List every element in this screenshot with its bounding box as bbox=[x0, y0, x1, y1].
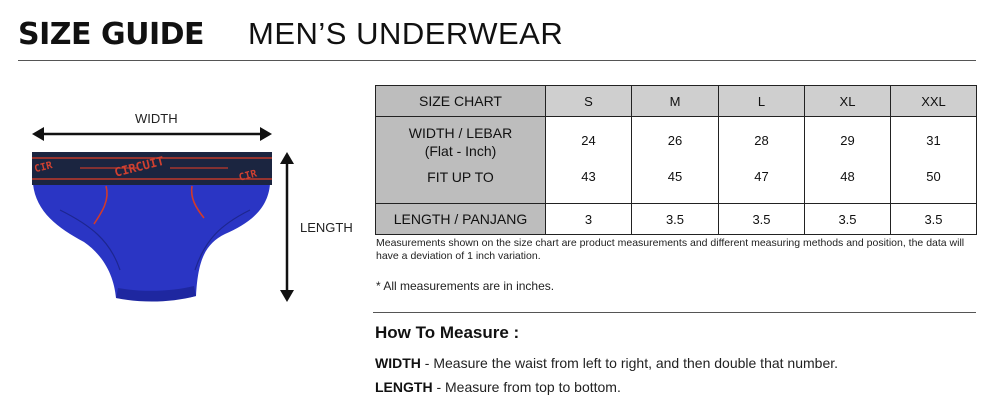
size-header-m: M bbox=[632, 86, 719, 117]
size-chart-header: SIZE CHART bbox=[376, 86, 546, 117]
table-row-fit bbox=[376, 163, 977, 204]
width-description: - Measure the waist from left to right, and then double that number. bbox=[420, 355, 839, 371]
length-row-label: LENGTH / PANJANG bbox=[376, 204, 546, 235]
page-header bbox=[18, 14, 563, 54]
fit-value-l: 47 bbox=[719, 163, 805, 204]
length-term: LENGTH bbox=[375, 379, 433, 395]
table-row-length bbox=[376, 204, 977, 235]
fit-value-s: 43 bbox=[546, 163, 632, 204]
width-value-s: 24 bbox=[546, 117, 632, 164]
size-header-xl: XL bbox=[805, 86, 891, 117]
length-value-l: 3.5 bbox=[719, 204, 805, 235]
width-value-l: 28 bbox=[719, 117, 805, 164]
fit-value-xxl: 50 bbox=[891, 163, 977, 204]
size-header-xxl: XXL bbox=[891, 86, 977, 117]
width-row-subtitle: (Flat - Inch) bbox=[424, 143, 497, 159]
waistband-logo-text: CIRCUIT bbox=[113, 153, 166, 180]
how-to-measure-heading: How To Measure : bbox=[375, 323, 520, 342]
length-value-xl: 3.5 bbox=[805, 204, 891, 235]
header-divider bbox=[18, 60, 976, 61]
width-row-label bbox=[376, 117, 546, 164]
width-instruction bbox=[375, 355, 838, 371]
length-value-m: 3.5 bbox=[632, 204, 719, 235]
length-description: - Measure from top to bottom. bbox=[432, 379, 621, 395]
length-arrow-icon bbox=[280, 152, 294, 302]
width-arrow-icon bbox=[32, 127, 272, 141]
length-value-xxl: 3.5 bbox=[891, 204, 977, 235]
width-label: WIDTH bbox=[135, 111, 178, 126]
table-row-width bbox=[376, 117, 977, 164]
inches-note: * All measurements are in inches. bbox=[376, 279, 555, 293]
measurement-note: Measurements shown on the size chart are product measurements and different measuring methods and position, the data will have a deviation of 1 inch variation. bbox=[376, 237, 965, 262]
width-value-xxl: 31 bbox=[891, 117, 977, 164]
size-chart-table bbox=[375, 85, 977, 235]
svg-text:CIR: CIR bbox=[33, 160, 54, 176]
underwear-illustration bbox=[20, 100, 360, 310]
size-header-l: L bbox=[719, 86, 805, 117]
fit-row-label: FIT UP TO bbox=[376, 163, 546, 204]
width-value-m: 26 bbox=[632, 117, 719, 164]
section-divider bbox=[373, 312, 976, 313]
width-row-title: WIDTH / LEBAR bbox=[408, 125, 513, 141]
svg-text:CIR: CIR bbox=[237, 168, 259, 184]
fit-value-xl: 48 bbox=[805, 163, 891, 204]
brief-graphic bbox=[32, 152, 272, 302]
length-instruction bbox=[375, 379, 621, 395]
size-header-s: S bbox=[546, 86, 632, 117]
length-value-s: 3 bbox=[546, 204, 632, 235]
fit-value-m: 45 bbox=[632, 163, 719, 204]
width-term: WIDTH bbox=[375, 355, 421, 371]
width-value-xl: 29 bbox=[805, 117, 891, 164]
page-subtitle: MEN’S UNDERWEAR bbox=[248, 16, 564, 51]
page-title: SIZE GUIDE bbox=[18, 16, 205, 52]
length-label: LENGTH bbox=[300, 220, 353, 235]
table-header-row bbox=[376, 86, 977, 117]
